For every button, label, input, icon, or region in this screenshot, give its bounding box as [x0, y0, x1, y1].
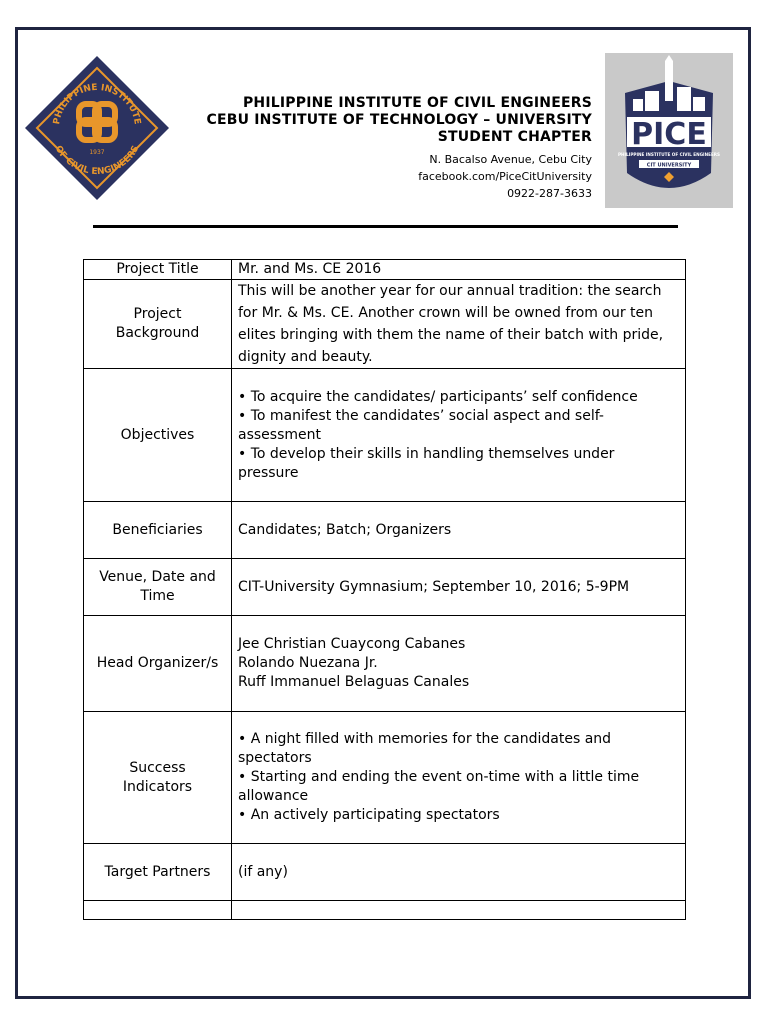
- list-item: • Starting and ending the event on-time with a little time allowance: [238, 769, 640, 804]
- empty-row-value: [232, 901, 686, 920]
- empty-row-label: [84, 901, 232, 920]
- contact-block: [170, 151, 592, 202]
- org-name-line-2: CEBU INSTITUTE OF TECHNOLOGY – UNIVERSITY: [206, 112, 592, 128]
- pice-seal-logo: [23, 54, 171, 202]
- table-row: [84, 369, 686, 502]
- table-row: [84, 712, 686, 844]
- list-item: Ruff Immanuel Belaguas Canales: [238, 674, 470, 690]
- pice-banner: CIT UNIVERSITY: [646, 162, 692, 169]
- pice-shield-icon: [605, 53, 733, 208]
- target-partners-label: Target Partners: [84, 844, 232, 901]
- address: N. Bacalso Avenue, Cebu City: [429, 153, 592, 166]
- project-proposal-table: [83, 259, 686, 920]
- seal-year: 1937: [89, 149, 105, 156]
- list-item: Jee Christian Cuaycong Cabanes: [238, 636, 466, 652]
- head-organizers-value: [232, 616, 686, 712]
- project-title-value: Mr. and Ms. CE 2016: [232, 260, 686, 280]
- facebook-link: facebook.com/PiceCitUniversity: [418, 170, 592, 183]
- target-partners-value: (if any): [232, 844, 686, 901]
- table-row: [84, 844, 686, 901]
- list-item: • An actively participating spectators: [238, 807, 500, 823]
- list-item: Rolando Nuezana Jr.: [238, 655, 378, 671]
- head-organizers-label: Head Organizer/s: [84, 616, 232, 712]
- org-name-line-3: STUDENT CHAPTER: [437, 129, 592, 145]
- table-row: [84, 616, 686, 712]
- seal-ring-text-bottom: OF CIVIL ENGINEERS: [52, 144, 142, 178]
- table-row: [84, 280, 686, 369]
- project-title-label: Project Title: [84, 260, 232, 280]
- list-item: • To develop their skills in handling themselves under pressure: [238, 445, 615, 481]
- header-divider: [93, 225, 678, 228]
- venue-label: Venue, Date and Time: [84, 559, 232, 616]
- venue-value: CIT-University Gymnasium; September 10, 2016; 5-9PM: [232, 559, 686, 616]
- success-indicators-label: Success Indicators: [84, 712, 232, 844]
- objectives-label: Objectives: [84, 369, 232, 502]
- table-row: [84, 559, 686, 616]
- pice-tagline: PHILIPPINE INSTITUTE OF CIVIL ENGINEERS: [617, 152, 721, 157]
- list-item: • To acquire the candidates/ participants’ self confidence: [238, 388, 638, 405]
- pice-cit-logo: [605, 53, 733, 208]
- list-item: • To manifest the candidates’ social aspect and self-assessment: [238, 407, 604, 443]
- project-background-label: Project Background: [84, 280, 232, 369]
- table-row: [84, 260, 686, 280]
- table-row: [84, 901, 686, 920]
- objectives-value: [232, 369, 686, 502]
- beneficiaries-value: Candidates; Batch; Organizers: [232, 502, 686, 559]
- beneficiaries-label: Beneficiaries: [84, 502, 232, 559]
- seal-ring-text-top: PHILIPPINE INSTITUTE: [52, 82, 142, 126]
- org-name-line-1: PHILIPPINE INSTITUTE OF CIVIL ENGINEERS: [242, 95, 592, 111]
- list-item: • A night filled with memories for the candidates and spectators: [238, 731, 612, 766]
- pice-wordmark: PICE: [631, 117, 707, 152]
- phone-number: 0922-287-3633: [507, 187, 592, 200]
- letterhead: [170, 95, 592, 202]
- project-background-value: This will be another year for our annual tradition: the search for Mr. & Ms. CE. Another crown will be owned from our ten elites bringing with them the name of their batch with pride, dignity and beauty.: [232, 280, 686, 369]
- success-indicators-value: [232, 712, 686, 844]
- table-row: [84, 502, 686, 559]
